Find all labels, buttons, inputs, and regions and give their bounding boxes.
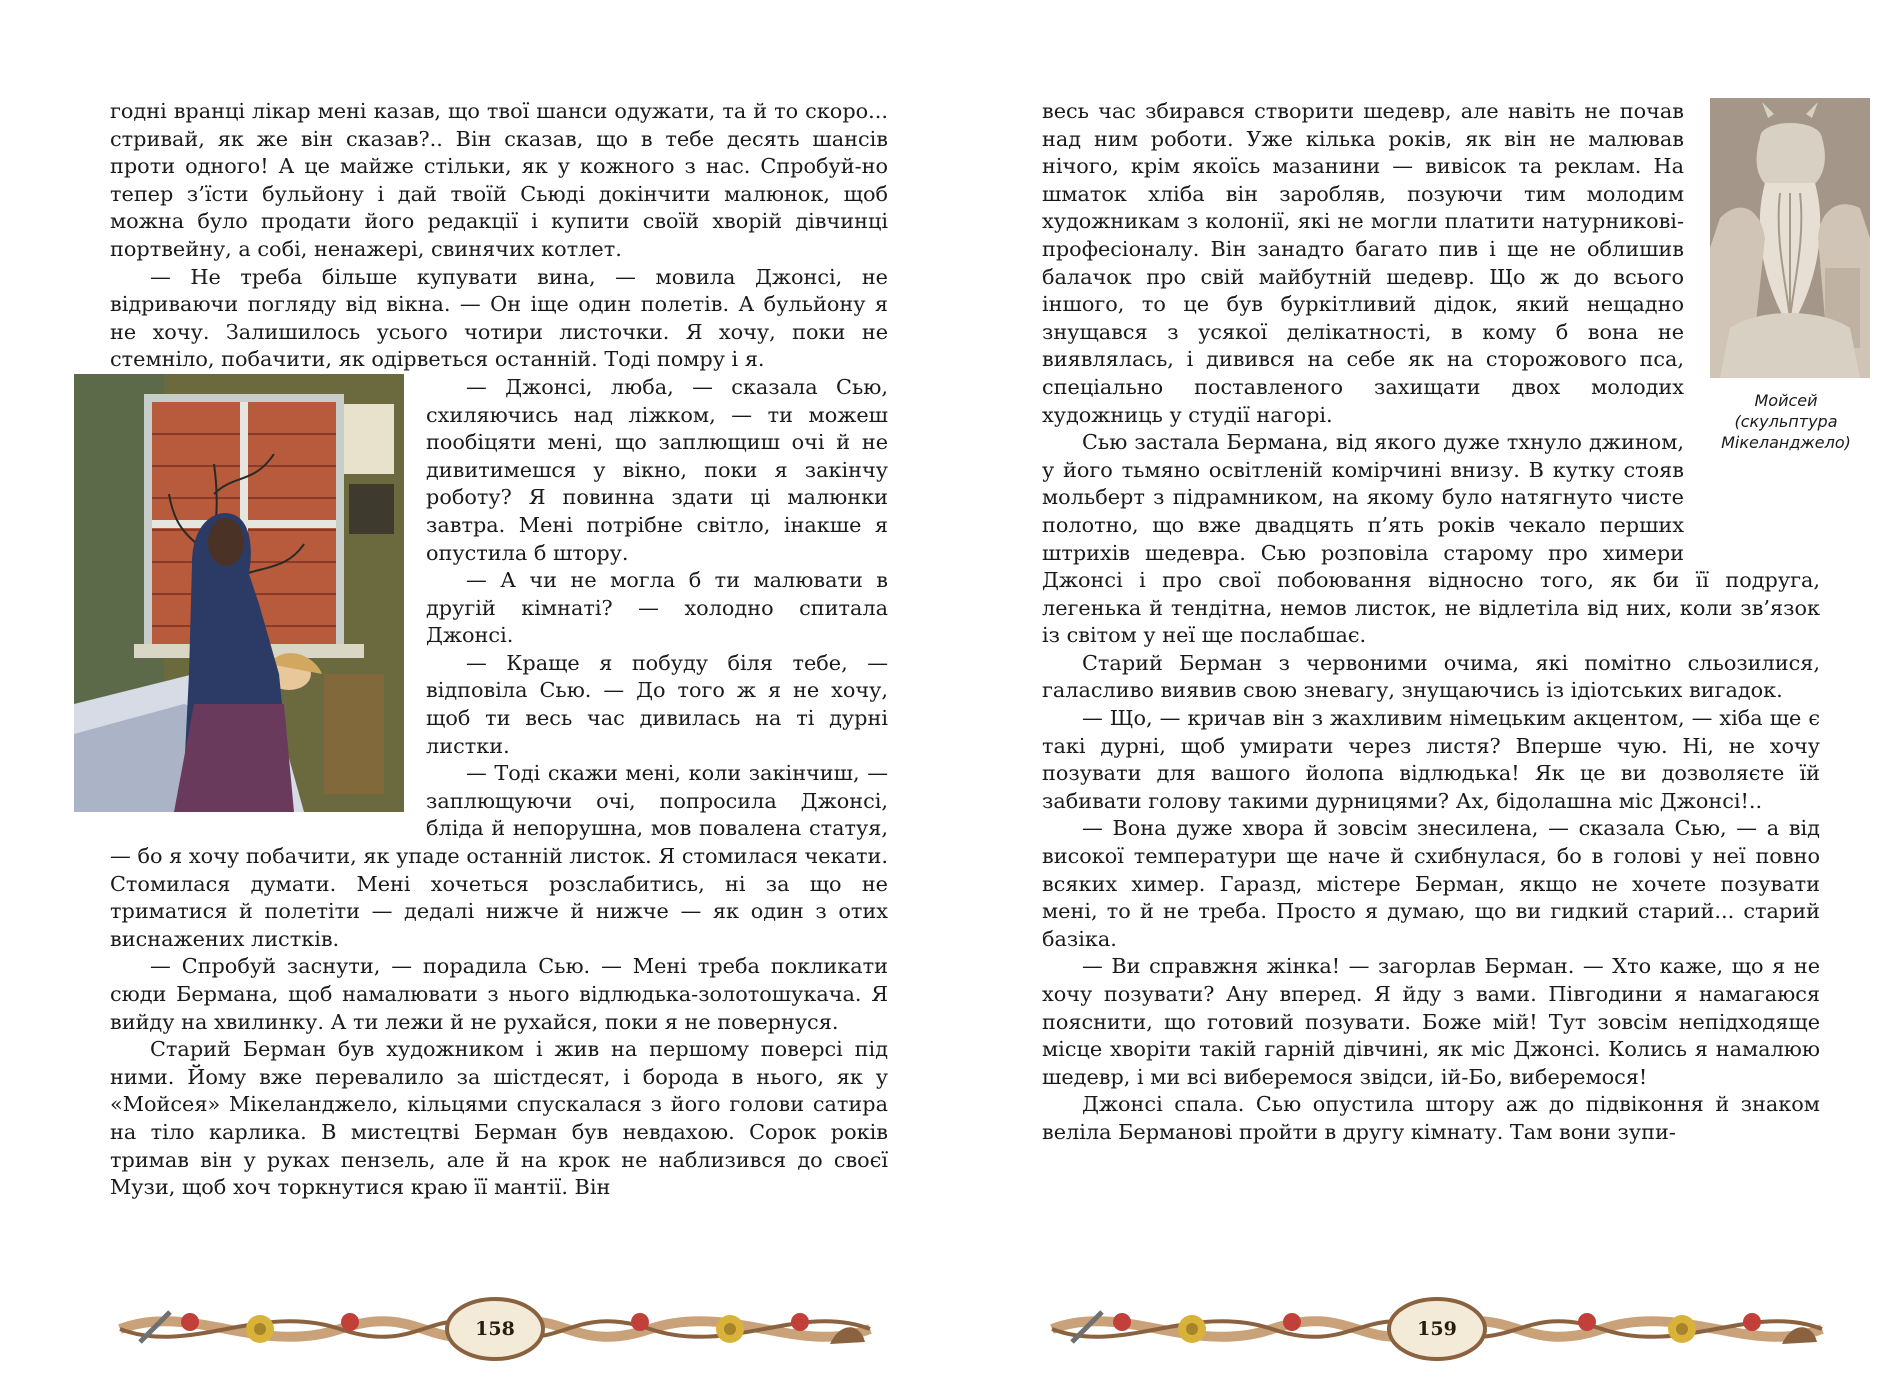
right-page [952,0,1904,1400]
sick-room-illustration-icon [74,374,404,812]
paragraph: — А чи не могла б ти малювати в другій кімнаті? — холодно спитала Джонсі. [426,568,888,648]
caption-line: Мойсей [1754,391,1818,410]
left-page-text [110,98,888,1202]
page-ornament [110,1292,880,1366]
moses-statue-icon [1710,98,1870,378]
paragraph: — Спробуй заснути, — порадила Сью. — Мені треба покликати сюди Бермана, щоб намалювати з нього відлюдька-золотошукача. Я вийду на хвилинку. А ти лежи й не рухайся, поки я не повернуся. [110,954,888,1034]
right-page-text [1042,98,1851,1147]
paragraph: — Краще я побуду біля тебе, — відповіла Сью. — До того ж я не хочу, щоб ти весь час дивилась на ті дурні листки. [426,650,888,758]
paragraph: — Джонсі, люба, — сказала Сью, схиляючись над ліжком, — ти можеш пообіцяти мені, що заплющиш очі й не дивитимешся у вікно, поки я закінчу роботу? Я повинна здати ці малюнки завтра. Мені потрібне світло, інакше я опустила б штору. [426,374,888,565]
paragraph: — Не треба більше купувати вина, — мовила Джонсі, не відриваючи погляду від вікна. — Он іще один полетів. А бульйону я не хочу. Залишилось усього чотири листочки. Я хочу, поки не стемніло, побачити, як одірветься останній. Тоді помру і я. [110,264,888,372]
paragraph: Джонсі спала. Сью опустила штору аж до підвіконня й знаком веліла Берманові пройти в другу кімнату. Там вони зупи- [1042,1092,1820,1144]
paragraph: — Ви справжня жінка! — загорлав Берман. — Хто каже, що я не хочу позувати? Ану вперед. Я йду з вами. Півгодини я намагаюся пояснити, що готовий позувати. Боже мій! Тут зовсім непідходяще місце хворіти такій гарній дівчині, як міс Джонсі. Колись я намалюю шедевр, і ми всі виберемося звідси, ій-Бо, виберемося! [1042,954,1820,1089]
paragraph: — Що, — кричав він з жахливим німецьким акцентом, — хіба ще є такі дурні, щоб умирати через листя? Вперше чую. Ні, не хочу позувати для вашого йолопа відлюдька! Як це ви дозволяєте їй забивати голову такими дурницями? Ах, бідолашна міс Джонсі!.. [1042,706,1820,813]
page-number: 158 [475,1318,515,1340]
paragraph: Старий Берман був художником і жив на першому поверсі під ними. Йому вже перевалило за шістдесят, і борода в нього, як у «Мойсея» Мікеланджело, кільцями спускалася з його голови сатира на тіло карлика. В мистецтві Берман був невдахою. Сорок років тримав він у руках пензель, але й на крок не наблизився до своєї Музи, щоб хоч торкнутися краю її мантії. Він [110,1037,888,1200]
paragraph: годні вранці лікар мені казав, що твої шанси одужати, та й то скоро... стривай, як же він сказав?.. Він сказав, що в тебе десять шансів проти одного! А це майже стільки, як у кожного з нас. Спробуй-но тепер з’їсти бульйону і дай твоїй Сьюді докінчити малюнок, щоб можна було продати його редакції і купити своїй хворій дівчинці портвейну, а собі, ненажері, свинячих котлет. [110,99,888,261]
paragraph: Сью застала Бермана, від якого дуже тхнуло джином, у його тьмяно освітленій комірчині внизу. В кутку стояв мольберт з підрамником, на якому було натягнуто чисте полотно, що вже двадцять п’ять років чекало перших штрихів шедевра. Сью розповіла старому про химери Джонсі і про свої побоювання відносно того, як би її подруга, легенька й тендітна, немов листок, не відлетіла від них, коли зв’язок із світом у неї ще послабшає. [1042,430,1820,648]
moses-figure [1702,98,1870,546]
sick-room-illustration [74,374,404,812]
paragraph: Старий Берман з червоними очима, які помітно сльозилися, галасливо виявив свою зневагу, знущаючись із ідіотських вигадок. [1042,650,1820,703]
paragraph: — Вона дуже хвора й зовсім знесилена, — сказала Сью, — а від високої температури ще наче й схибнулася, бо в голові у неї повно всяких химер. Гаразд, містере Берман, якщо не хочете позувати мені, то й не треба. Просто я думаю, що ви гидкий старий... старий базіка. [1042,816,1820,951]
page-number: 159 [1417,1318,1457,1340]
figure-caption [1702,390,1870,453]
caption-line: Мікеланджело) [1721,433,1851,452]
paragraph: — Тоді скажи мені, коли закінчиш, — заплющуючи очі, попросила Джонсі, бліда й непорушна, мов повалена статуя, — бо я хочу побачити, як упаде останній листок. Я стомилася чекати. Стомилася думати. Мені хочеться розслабитись, ні за що не триматися й полетіти — дедалі нижче й нижче — як один з отих виснажених листків. [110,761,888,951]
caption-line: (скульптура [1734,412,1838,431]
page-ornament [1042,1292,1832,1366]
paragraph: весь час збирався створити шедевр, але навіть не почав над ним роботи. Уже кілька років, як він не малював нічого, крім якоїсь мазанини — вивісок та реклам. На шматок хліба він заробляв, позуючи тим молодим художникам з колонії, які не могли платити натурникові-професіоналу. Він занадто багато пив і ще не облишив балачок про свій майбутній шедевр. Що ж до всього іншого, то це був буркітливий дідок, який нещадно знущався з усякої делікатності, в кому б вона не виявлялась, і дивився на себе як на сторожового пса, спеціально поставленого захищати двох молодих художниць у студії нагорі. [1042,99,1684,427]
